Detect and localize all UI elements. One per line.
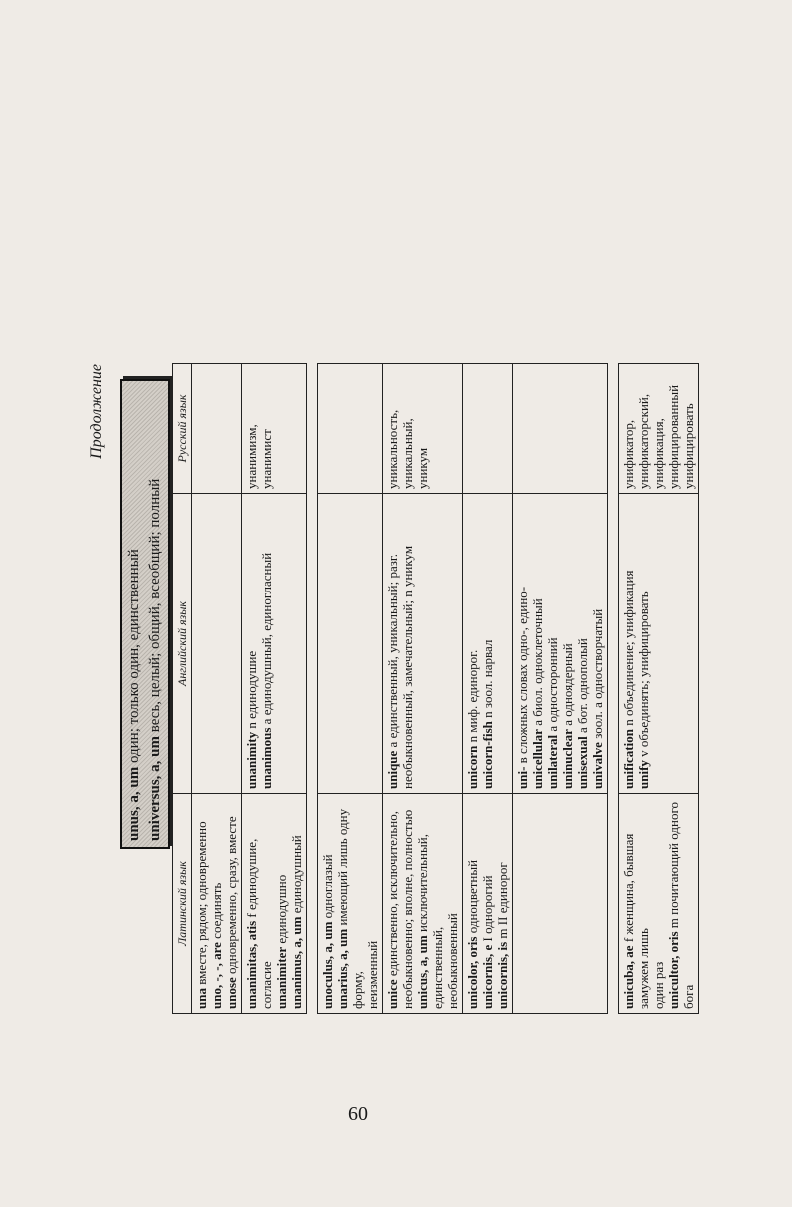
latin-cell [383, 794, 463, 1014]
cell-line [651, 798, 666, 1009]
entry-header-box [120, 379, 170, 849]
gloss-text: зоол. a одностворчатый [590, 608, 605, 743]
russian-cell [513, 364, 608, 494]
cell-line [666, 368, 681, 489]
headword: uninuclear [560, 729, 575, 789]
cell-line [209, 798, 224, 1009]
cell-line [385, 498, 400, 789]
headword: unanimity [244, 731, 259, 789]
english-cell [463, 494, 513, 794]
cell-line [636, 498, 651, 789]
english-cell [192, 494, 242, 794]
russian-cell [192, 364, 242, 494]
headword: unanimitas, atis [244, 920, 259, 1009]
headword: unanimus, a, um [289, 916, 304, 1009]
cell-line [465, 498, 480, 789]
gloss-text: унификаторский, [636, 393, 651, 489]
table-row [513, 364, 608, 1014]
latin-cell [513, 794, 608, 1014]
cell-line [259, 368, 274, 489]
cell-line [400, 498, 415, 789]
gloss-text: унификатор, [621, 419, 636, 489]
cell-line [681, 368, 696, 489]
gloss-text: одноцветный [465, 859, 480, 937]
gloss-text: m II единорог [495, 862, 510, 942]
cell-line [621, 498, 636, 789]
latin-cell [619, 794, 699, 1014]
gloss-text: n объединение; унификация [621, 570, 636, 730]
cell-line [365, 798, 380, 1009]
gloss-text: исключительный, единственный, [415, 834, 445, 1009]
gloss-text: n единодушие [244, 650, 259, 732]
headword: unicus, a, um [415, 935, 430, 1009]
cell-line [415, 368, 430, 489]
cell-line [335, 798, 365, 1009]
rotated-content [86, 364, 706, 1014]
headword: unice [385, 979, 400, 1009]
gloss-text: a бот. однополый [575, 638, 590, 737]
gloss-text: унификация, [651, 418, 666, 489]
headword: unicolor, oris [465, 936, 480, 1009]
header-term: universus, a, um [147, 735, 163, 841]
gloss-text: n зоол. нарвал [480, 639, 495, 722]
headword: unicuba, ae [621, 945, 636, 1009]
gloss-text: v объединять; унифицировать [636, 591, 651, 761]
headword: una [194, 988, 209, 1009]
gloss-text: один раз [651, 961, 666, 1009]
gloss-text: a биол. одноклеточный [530, 598, 545, 730]
headword: unicultor, oris [666, 931, 681, 1009]
cell-line [575, 498, 590, 789]
headword: unicornis, e [480, 944, 495, 1009]
cell-line [385, 368, 400, 489]
gloss-text: неизменный [365, 940, 380, 1009]
cell-line [274, 798, 289, 1009]
russian-cell [318, 364, 383, 494]
headword: univalve [590, 742, 605, 789]
group-separator [307, 364, 318, 1014]
russian-cell [463, 364, 513, 494]
russian-cell [619, 364, 699, 494]
english-cell [242, 494, 307, 794]
column-header-english: Английский язык [173, 494, 192, 794]
gloss-text: необыкновенный [445, 913, 460, 1009]
gloss-text: a единственный, уникальный; разг. [385, 554, 400, 751]
headword: unique [385, 750, 400, 789]
table-row [463, 364, 513, 1014]
gloss-text: унифицированный [666, 384, 681, 489]
gloss-text: единодушный [289, 835, 304, 917]
cell-line [480, 498, 495, 789]
english-cell [318, 494, 383, 794]
headword: unanimiter [274, 946, 289, 1009]
page-number: 60 [348, 1103, 368, 1125]
cell-line [590, 498, 605, 789]
header-line [145, 387, 166, 841]
headword: unicorn-fish [480, 721, 495, 789]
column-header-latin: Латинский язык [173, 794, 192, 1014]
table-header-row [173, 364, 192, 1014]
header-line [124, 387, 145, 841]
gloss-text: a одноядерный [560, 643, 575, 730]
headword: unify [636, 760, 651, 789]
cell-line [244, 368, 259, 489]
english-cell [513, 494, 608, 794]
gloss-text: унанимист [259, 429, 274, 489]
headword: unicellular [530, 729, 545, 789]
gloss-text: I однорогий [480, 875, 495, 945]
cell-line [651, 368, 666, 489]
cell-line [259, 498, 274, 789]
english-cell [383, 494, 463, 794]
table-row [242, 364, 307, 1014]
group-separator [608, 364, 619, 1014]
gloss-text: a единодушный, единогласный [259, 552, 274, 728]
cell-line [621, 798, 651, 1009]
cell-line [400, 368, 415, 489]
cell-line [636, 368, 651, 489]
latin-cell [463, 794, 513, 1014]
gloss-text: одновременно, сразу, вместе [224, 816, 239, 978]
table-row [383, 364, 463, 1014]
cell-line [320, 798, 335, 1009]
table-body [192, 364, 699, 1014]
gloss-text: необыкновенный, замечательный; n уникум [400, 545, 415, 789]
cell-line [400, 798, 415, 1009]
headword: unicorn [465, 745, 480, 789]
gloss-text: единодушно [274, 874, 289, 947]
latin-cell [242, 794, 307, 1014]
column-header-russian: Русский язык [173, 364, 192, 494]
gloss-text: уникальный, [400, 418, 415, 489]
cell-line [445, 798, 460, 1009]
gloss-text: единственно, исключительно, [385, 810, 400, 980]
header-gloss: весь, целый; общий, всеобщий; полный [147, 478, 163, 736]
gloss-text: соединять [209, 882, 224, 943]
cell-line [480, 798, 495, 1009]
gloss-text: уникум [415, 447, 430, 489]
headword: unarius, a, um [335, 928, 350, 1009]
headword: unification [621, 729, 636, 789]
table-row [192, 364, 242, 1014]
english-cell [619, 494, 699, 794]
cell-line [244, 798, 274, 1009]
gloss-text: вместе, рядом; одновременно [194, 821, 209, 989]
cell-line [545, 498, 560, 789]
cell-line [385, 798, 400, 1009]
gloss-text: f единодушие, согласие [244, 838, 274, 1009]
table-row [619, 364, 699, 1014]
cell-line [515, 498, 530, 789]
etymology-table [172, 363, 699, 1014]
cell-line [415, 798, 445, 1009]
cell-line [530, 498, 545, 789]
header-term: unus, a, um [126, 766, 142, 841]
gloss-text: a односторонний [545, 637, 560, 735]
cell-line [560, 498, 575, 789]
gloss-text: имеющий лишь одну форму, [335, 808, 365, 1009]
cell-line [621, 368, 636, 489]
cell-line [465, 798, 480, 1009]
headword: unicornis, is [495, 941, 510, 1009]
cell-line [289, 798, 304, 1009]
cell-line [224, 798, 239, 1009]
gloss-text: f женщина, бывшая замужем лишь [621, 833, 651, 1009]
continuation-label: Продолжение [88, 364, 105, 459]
cell-line [194, 798, 209, 1009]
headword: unose [224, 977, 239, 1009]
latin-cell [318, 794, 383, 1014]
headword: unisexual [575, 736, 590, 789]
gloss-text: n миф. единорог. [465, 649, 480, 746]
russian-cell [383, 364, 463, 494]
gloss-text: m почитающий одного бога [666, 802, 696, 1009]
gloss-text: уникальность, [385, 409, 400, 489]
gloss-text: одноглазый [320, 854, 335, 922]
headword: unilateral [545, 734, 560, 789]
cell-line [495, 798, 510, 1009]
cell-line [244, 498, 259, 789]
headword: uni- [515, 766, 530, 789]
header-gloss: один; только один, единственный [126, 549, 142, 767]
headword: uno, -, -, are [209, 942, 224, 1009]
russian-cell [242, 364, 307, 494]
table-row [318, 364, 383, 1014]
cell-line [666, 798, 696, 1009]
gloss-text: необыкновенно; вполне, полностью [400, 809, 415, 1009]
headword: unoculus, a, um [320, 921, 335, 1009]
gloss-text: унанимизм, [244, 424, 259, 489]
headword: unanimous [259, 727, 274, 789]
gloss-text: унифицировать [681, 403, 696, 489]
latin-cell [192, 794, 242, 1014]
gloss-text: в сложных словах одно-, едино- [515, 586, 530, 767]
